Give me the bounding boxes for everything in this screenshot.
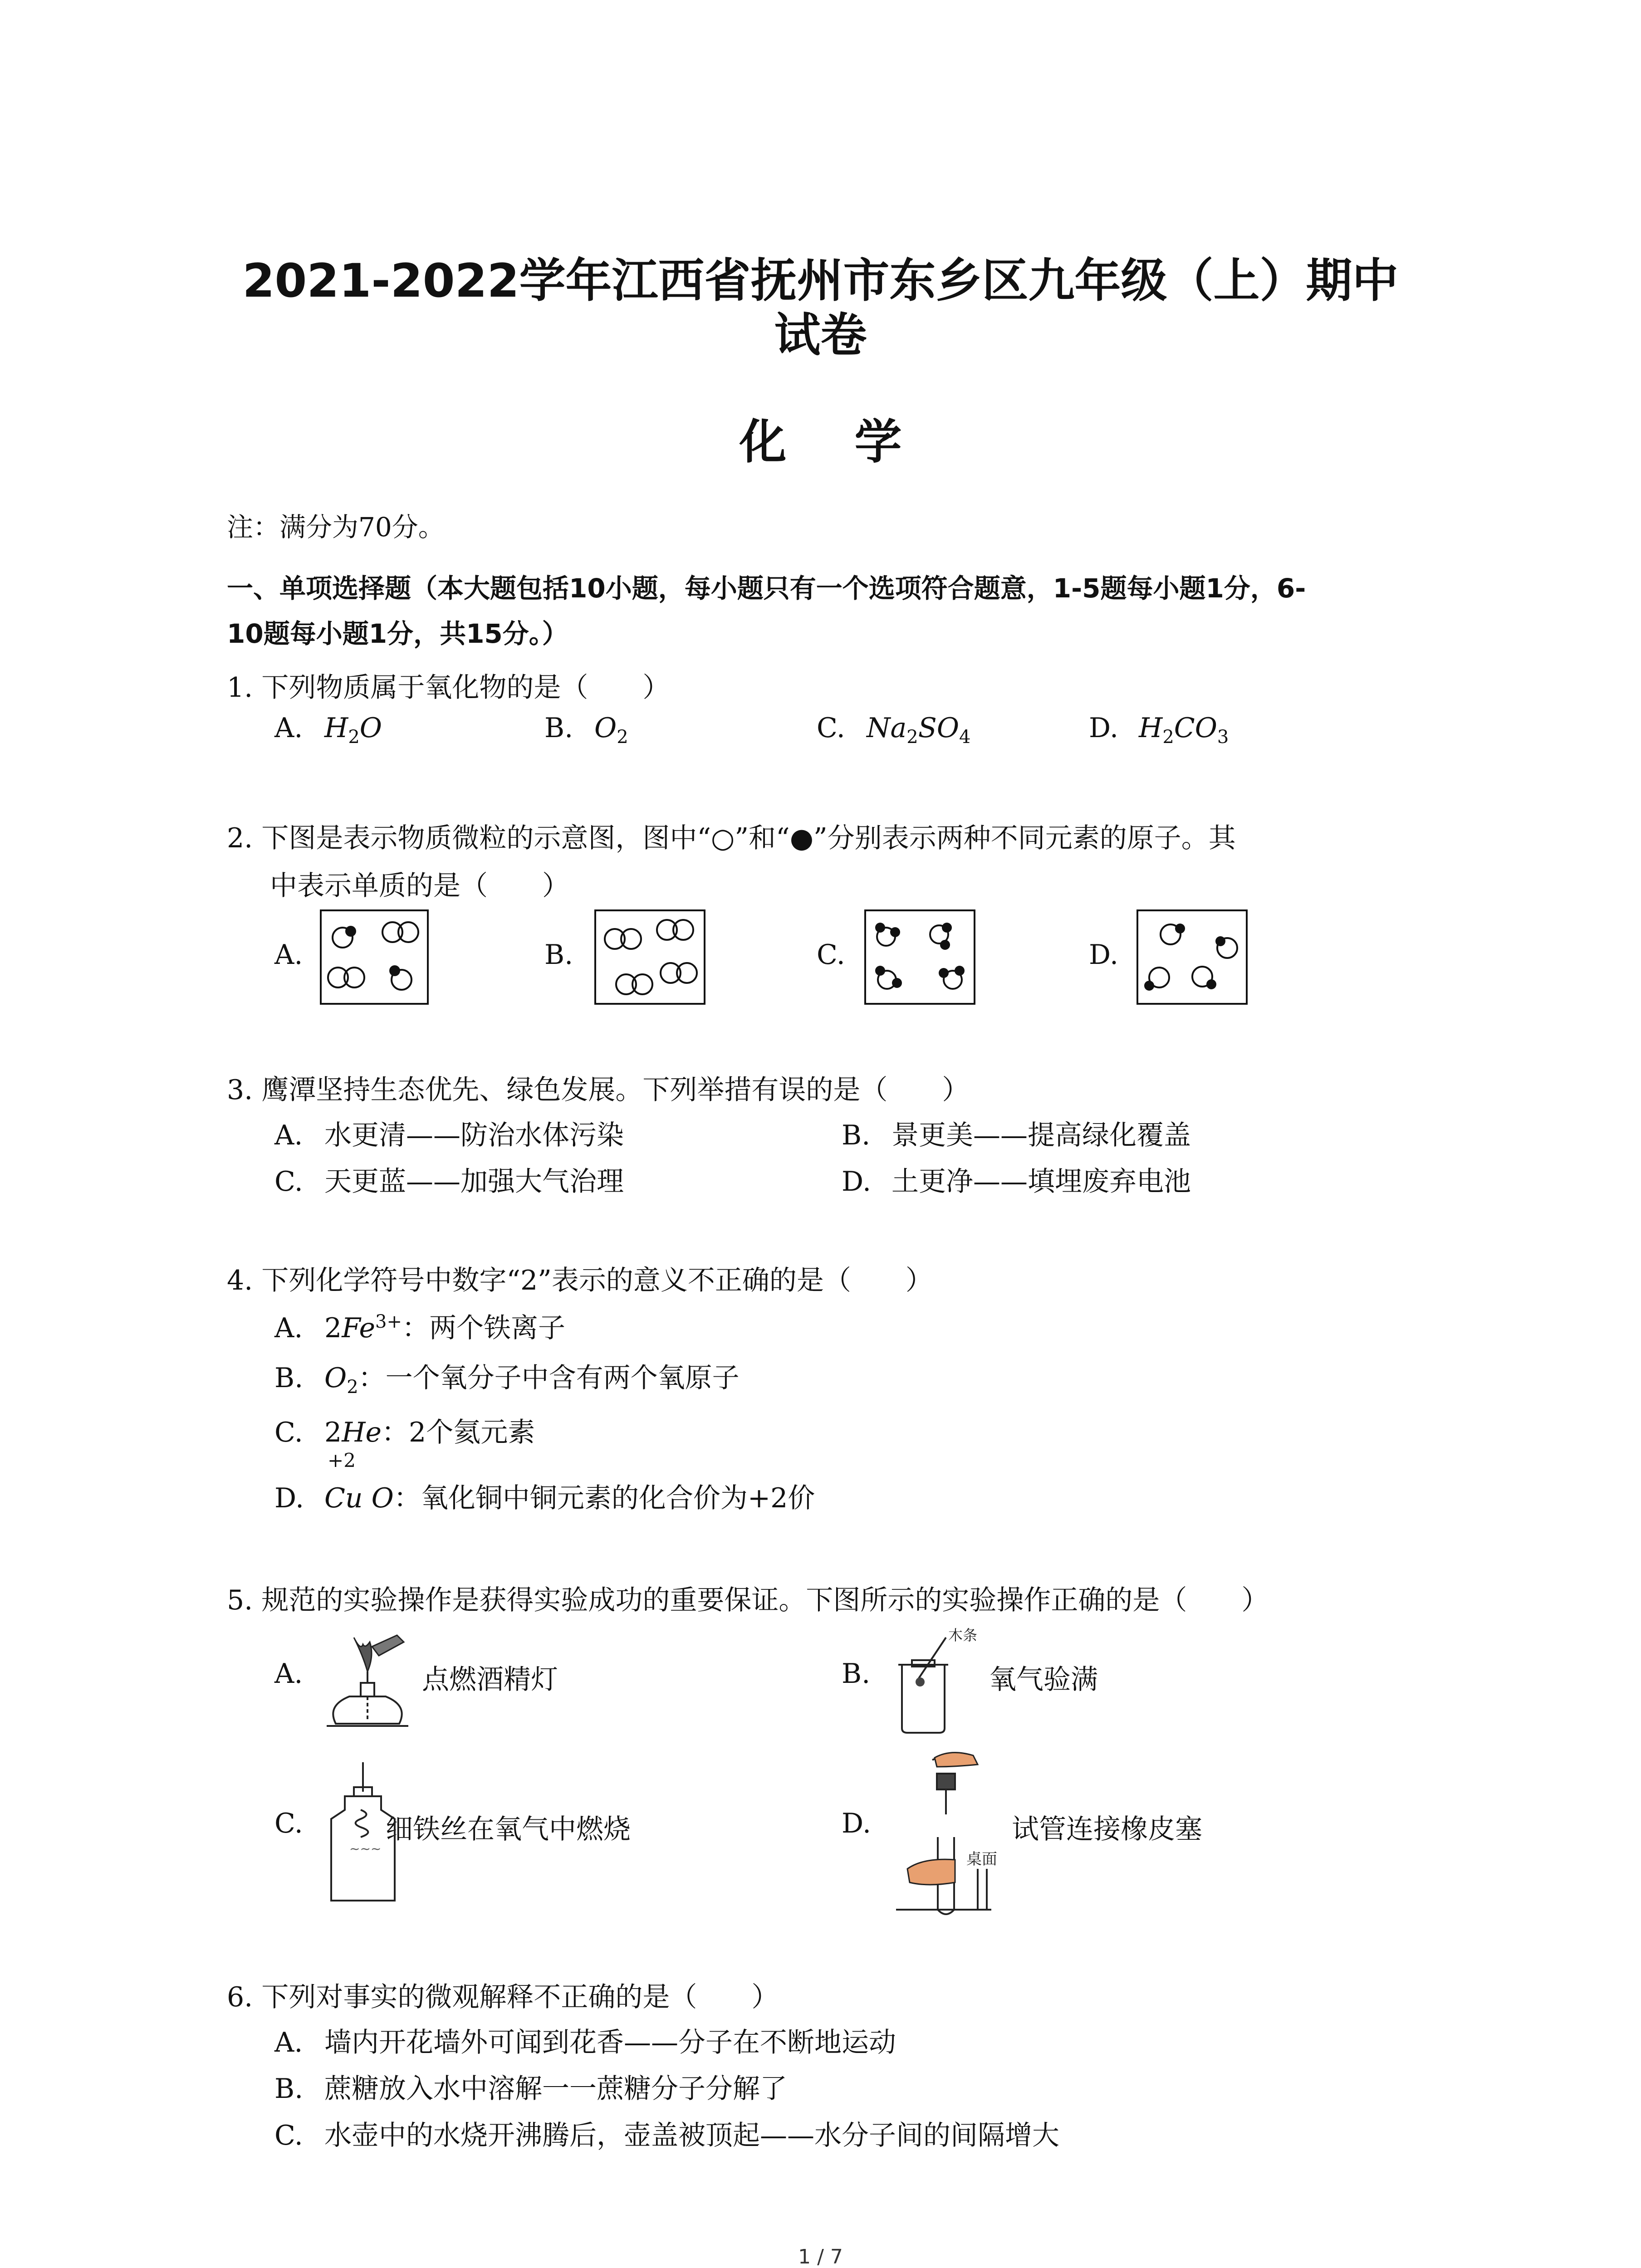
q2-diagram-c [864,909,975,1005]
q1-option-a-label: A. [274,712,303,744]
title-line-2: 试卷 [774,308,867,362]
q6-option-b[interactable]: B. 蔗糖放入水中溶解一一蔗糖分子分解了 [274,2073,787,2105]
q5-option-c-text: 细铁丝在氧气中燃烧 [386,1813,631,1845]
section-heading-line-2: 10题每小题1分，共15分。） [227,618,568,649]
subject-title: 化学 [739,414,970,469]
svg-text:桌面: 桌面 [966,1851,997,1868]
q3-option-b[interactable]: B. 景更美——提高绿化覆盖 [842,1119,1191,1151]
q2-stem-line-1: 2. 下图是表示物质微粒的示意图，图中“○”和“●”分别表示两种不同元素的原子。其 [227,822,1236,854]
q2-stem-line-2: 中表示单质的是（ ） [270,870,569,902]
svg-text:木条: 木条 [948,1627,978,1643]
full-score-note: 注：满分为70分。 [227,512,445,543]
q1-option-b-label: B. [544,712,573,744]
q5-option-d-text: 试管连接橡皮塞 [1012,1813,1202,1845]
q1-stem: 1. 下列物质属于氧化物的是（ ） [227,672,670,704]
q4-option-d-valence: +2 [328,1449,356,1471]
q2-diagram-b [594,909,705,1005]
q6-option-a[interactable]: A. 墙内开花墙外可闻到花香——分子在不断地运动 [274,2027,896,2058]
q4-option-d[interactable]: D. Cu O：氧化铜中铜元素的化合价为+2价 [274,1482,815,1514]
q1-option-d[interactable]: D. $H_2CO_3$ [1089,712,1229,748]
q2-option-b-label[interactable]: B. [544,939,573,971]
q5-option-d-label[interactable]: D. [842,1808,872,1839]
q4-option-a[interactable]: A. $2Fe^{3+}$：两个铁离子 [274,1311,566,1344]
q3-option-a[interactable]: A. 水更清——防治水体污染 [274,1119,624,1151]
q1-option-d-label: D. [1089,712,1119,744]
section-heading-line-1: 一、单项选择题（本大题包括10小题，每小题只有一个选项符合题意，1-5题每小题1分，6- [227,573,1306,604]
q5-option-c-label[interactable]: C. [274,1808,303,1839]
q5-option-a-text: 点燃酒精灯 [422,1664,558,1696]
q4-option-b[interactable]: B. $O_2$：一个氧分子中含有两个氧原子 [274,1362,740,1398]
test-tube-stopper-figure [887,1746,1005,1919]
page-number: 1 / 7 [798,2245,843,2268]
q3-option-c[interactable]: C. 天更蓝——加强大气治理 [274,1166,624,1198]
q3-option-d[interactable]: D. 土更净——填埋废弃电池 [842,1166,1191,1198]
q1-option-c-label: C. [817,712,845,744]
title-line-1: 2021-2022学年江西省抚州市东乡区九年级（上）期中 [242,254,1399,308]
svg-text:~~~: ~~~ [349,1841,382,1856]
iron-wire-burning-figure [318,1760,399,1910]
q6-stem: 6. 下列对事实的微观解释不正确的是（ ） [227,1981,779,2013]
q2-option-c-label[interactable]: C. [817,939,845,971]
q2-option-a-label[interactable]: A. [274,939,303,971]
q2-diagram-d [1136,909,1248,1005]
q5-option-a-label[interactable]: A. [274,1658,303,1690]
q5-option-b-label[interactable]: B. [842,1658,871,1690]
q6-option-c[interactable]: C. 水壶中的水烧开沸腾后，壶盖被顶起——水分子间的间隔增大 [274,2120,1059,2151]
alcohol-lamp-figure [318,1628,417,1746]
q2-option-d-label[interactable]: D. [1089,939,1119,971]
oxygen-test-figure [894,1624,985,1737]
q4-option-c[interactable]: C. 2He：2个氦元素 [274,1417,535,1448]
q1-option-a[interactable]: A. $H_2O$ [274,712,382,748]
q1-option-c[interactable]: C. $Na_2SO_4$ [817,712,971,748]
q2-diagram-a [320,909,429,1005]
q5-stem: 5. 规范的实验操作是获得实验成功的重要保证。下图所示的实验操作正确的是（ ） [227,1584,1269,1616]
q5-option-b-text: 氧气验满 [989,1664,1098,1696]
q1-option-b[interactable]: B. $O_2$ [544,712,628,748]
q3-stem: 3. 鹰潭坚持生态优先、绿色发展。下列举措有误的是（ ） [227,1074,970,1106]
q4-stem: 4. 下列化学符号中数字“2”表示的意义不正确的是（ ） [227,1265,933,1296]
